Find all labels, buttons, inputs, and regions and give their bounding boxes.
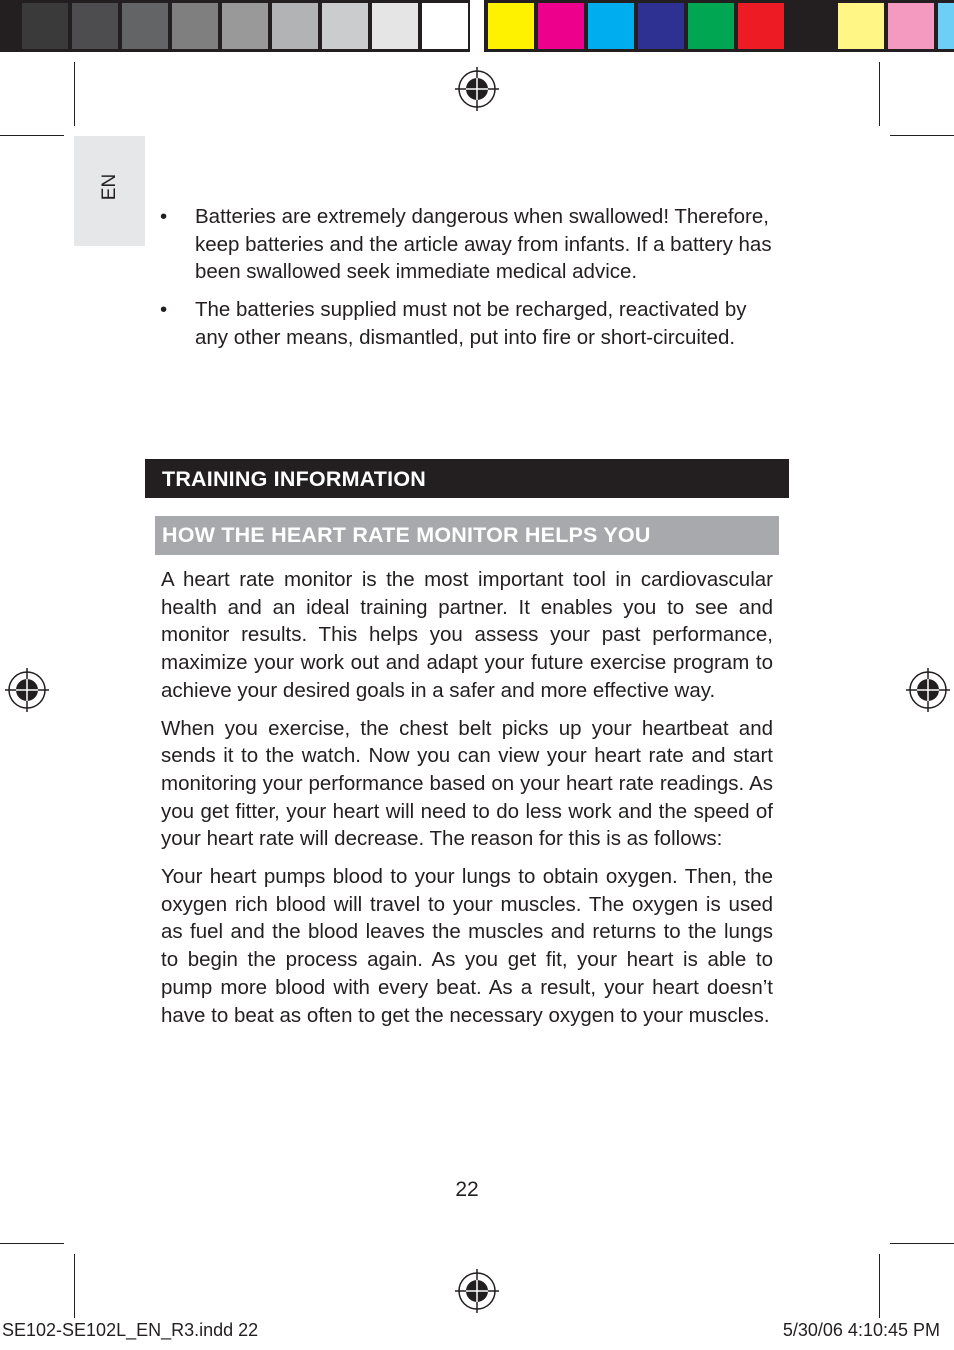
list-item-text: The batteries supplied must not be recharged, reactivated by any other means, dismantled, put into fire or short-circuited. <box>195 298 747 349</box>
color-swatch <box>938 3 954 49</box>
color-swatch <box>588 3 634 49</box>
gray-swatch <box>72 3 118 49</box>
bullet-icon: • <box>160 298 168 322</box>
color-swatch <box>488 3 534 49</box>
page-number: 22 <box>455 1178 479 1201</box>
crop-mark <box>890 135 954 136</box>
registration-mark-icon <box>906 668 950 712</box>
color-swatch <box>788 3 834 49</box>
subsection-title: HOW THE HEART RATE MONITOR HELPS YOU <box>162 523 651 547</box>
color-swatch <box>538 3 584 49</box>
battery-warning-list <box>160 203 780 362</box>
color-calibration-bar <box>0 0 954 52</box>
body-text <box>161 566 773 1039</box>
gray-swatch <box>322 3 368 49</box>
crop-mark <box>0 135 64 136</box>
registration-mark-icon <box>455 67 499 111</box>
file-slug: SE102-SE102L_EN_R3.indd 22 <box>2 1320 259 1340</box>
crop-mark <box>890 1243 954 1244</box>
gray-swatch <box>22 3 68 49</box>
color-swatch <box>688 3 734 49</box>
color-swatch <box>838 3 884 49</box>
gray-swatch <box>0 3 18 49</box>
registration-mark-icon <box>5 668 49 712</box>
gray-swatch <box>172 3 218 49</box>
gray-swatch <box>422 3 468 49</box>
gray-swatch <box>122 3 168 49</box>
gray-swatch <box>272 3 318 49</box>
color-swatch <box>638 3 684 49</box>
language-label: EN <box>99 173 120 201</box>
crop-mark <box>74 62 75 126</box>
list-item <box>160 296 780 351</box>
section-title: TRAINING INFORMATION <box>162 467 426 491</box>
bullet-icon: • <box>160 205 168 228</box>
section-heading-bar <box>145 459 789 498</box>
subsection-heading-bar <box>155 516 779 555</box>
crop-mark <box>879 1254 880 1318</box>
crop-mark <box>74 1254 75 1318</box>
gray-swatch <box>222 3 268 49</box>
list-item <box>160 203 780 286</box>
paragraph: Your heart pumps blood to your lungs to obtain oxygen. Then, the oxygen rich blood will travel to your muscles. The oxygen is used as fuel and the blood leaves the muscles and returns to the lungs to begin the process again. As you get fit, your heart is able to pump more blood with every beat. As a result, your heart doesn’t have to beat as often to get the necessary oxygen to your muscles. <box>161 865 773 1027</box>
color-swatch <box>888 3 934 49</box>
paragraph: A heart rate monitor is the most important tool in cardiovascular health and an ideal training partner. It enables you to see and monitor results. This helps you assess your past performance, maximize your work out and adapt your future exercise program to achieve your desired goals in a safer and more effective way. <box>161 568 773 702</box>
gray-swatch <box>372 3 418 49</box>
timestamp-slug: 5/30/06 4:10:45 PM <box>782 1320 940 1340</box>
crop-mark <box>0 1243 64 1244</box>
list-item-text: Batteries are extremely dangerous when swallowed! Therefore, keep batteries and the article away from infants. If a battery has been swallowed seek immediate medical advice. <box>195 205 772 284</box>
crop-mark <box>879 62 880 126</box>
registration-mark-icon <box>455 1269 499 1313</box>
color-swatch <box>738 3 784 49</box>
paragraph: When you exercise, the chest belt picks up your heartbeat and sends it to the watch. Now you can view your heart rate and start monitoring your performance based on your heart rate readings. As you get fitter, your heart will need to do less work and the speed of your heart rate will decrease. The reason for this is as follows: <box>161 716 773 851</box>
